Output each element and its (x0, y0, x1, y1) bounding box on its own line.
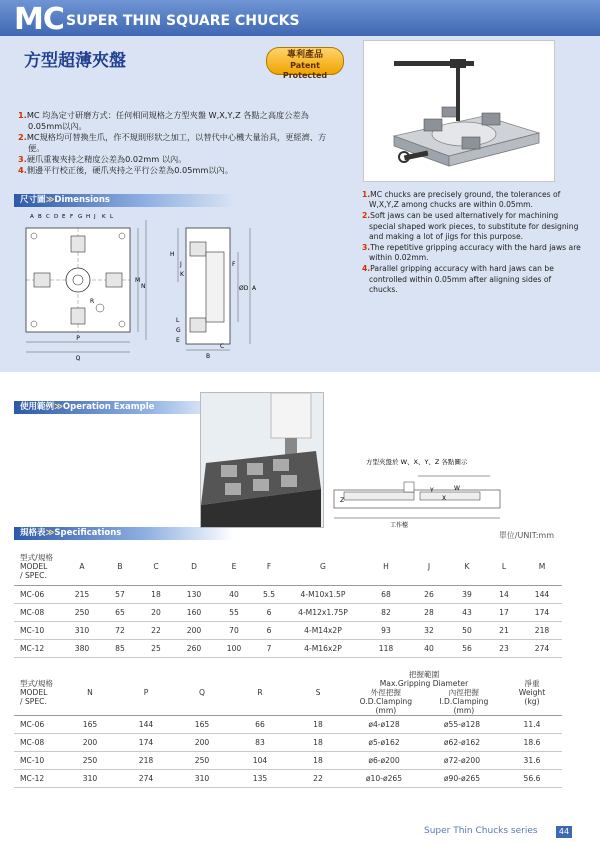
table-cell: 18 (290, 716, 346, 734)
table-row (14, 604, 562, 622)
od-zh: 外徑把握 (370, 688, 402, 697)
side-label-j: J (180, 261, 182, 268)
table-cell: 200 (174, 622, 214, 640)
col-header: F (254, 548, 284, 586)
feature-zh-text: 側邊平行校正後，硬爪夾持之平行公差為0.05mm以內。 (26, 165, 233, 175)
table-cell: ø5-ø162 (346, 734, 422, 752)
id-zh: 內徑把握 (448, 688, 480, 697)
side-label-h: H (170, 251, 175, 258)
dim-label-j: J (94, 214, 96, 220)
table-cell: ø10-ø265 (346, 770, 422, 788)
table-cell: 43 (448, 604, 486, 622)
od-en: O.D.Clamping (359, 697, 413, 706)
table-cell: 31.6 (502, 752, 562, 770)
table-cell: 65 (102, 604, 138, 622)
feature-en-text: MC chucks are precisely ground, the tolerances of W,X,Y,Z among chucks are within 0.05mm. (369, 190, 561, 210)
table-cell: 22 (138, 622, 174, 640)
table-cell: 160 (174, 604, 214, 622)
feature-en-item (362, 264, 582, 295)
table-cell: 174 (118, 734, 174, 752)
top-view-drawing (18, 210, 150, 362)
feature-en-text: Soft jaws can be used alternatively for machining special shaped work pieces, to substitute for designing and making a lot of jigs for this purpose. (369, 211, 579, 241)
table-cell: 100 (214, 640, 254, 658)
table-cell: 55 (214, 604, 254, 622)
col-header: B (102, 548, 138, 586)
dim-label-k: K (102, 214, 106, 220)
unit-label: 單位/UNIT:mm (498, 531, 554, 540)
table-cell: 17 (486, 604, 522, 622)
spec-table-1-header (14, 548, 562, 586)
table-row (14, 586, 562, 604)
side-label-l: L (176, 317, 180, 324)
op-letter-z: Z (340, 497, 345, 504)
section-specifications (14, 527, 234, 540)
table-cell: 4-M12x1.75P (284, 604, 362, 622)
table-cell: 23 (486, 640, 522, 658)
dim-label-n: N (141, 283, 146, 290)
table-cell: 22 (290, 770, 346, 788)
footer-series: Super Thin Chucks series (424, 826, 538, 836)
table-cell: 380 (62, 640, 102, 658)
dim-label-e: E (62, 214, 66, 220)
table-cell: 6 (254, 604, 284, 622)
dim-label-g: G (78, 214, 83, 220)
table-cell: MC-10 (14, 622, 62, 640)
table-cell: MC-08 (14, 734, 62, 752)
table-row (14, 734, 562, 752)
model-header-en: MODEL (20, 562, 48, 571)
table-cell: 260 (174, 640, 214, 658)
table-cell: 144 (118, 716, 174, 734)
col-header: S (290, 670, 346, 716)
side-label-a: A (252, 285, 257, 292)
spec-table-2-header (14, 670, 562, 716)
gripping-header (346, 670, 502, 716)
table-cell: 93 (362, 622, 410, 640)
dim-label-h: H (86, 214, 91, 220)
table-cell: 18.6 (502, 734, 562, 752)
table-cell: 6 (254, 622, 284, 640)
header-bar (0, 0, 600, 36)
section-specs-zh: 規格表 (20, 528, 46, 538)
table-cell: 4-M14x2P (284, 622, 362, 640)
dim-label-r: R (90, 298, 95, 305)
table-cell: 11.4 (502, 716, 562, 734)
table-cell: 218 (522, 622, 562, 640)
feature-en-num: 3. (362, 243, 371, 253)
dim-label-c: C (46, 214, 50, 220)
section-specs-sep: ≫ (45, 528, 55, 538)
table-cell: 18 (138, 586, 174, 604)
table-cell: 83 (230, 734, 290, 752)
id-header (439, 688, 488, 715)
op-letter-w: W (454, 485, 460, 492)
feature-zh-item (18, 165, 338, 176)
grip-zh: 把握範圍 (408, 670, 440, 679)
table-row (14, 716, 562, 734)
table-cell: 72 (102, 622, 138, 640)
table-cell: 32 (410, 622, 448, 640)
table-cell: 57 (102, 586, 138, 604)
table-cell: ø62-ø162 (422, 734, 502, 752)
table-row (14, 622, 562, 640)
feature-zh-item (18, 132, 338, 154)
table-cell: 40 (410, 640, 448, 658)
table-cell: 56.6 (502, 770, 562, 788)
patent-zh: 專利產品 (286, 50, 323, 60)
section-operation-en: Operation Example (62, 402, 155, 412)
side-view-drawing (166, 222, 266, 360)
col-header: D (174, 548, 214, 586)
table-cell: 85 (102, 640, 138, 658)
patent-badge (266, 47, 344, 80)
table-cell: 215 (62, 586, 102, 604)
header-subtitle: SUPER THIN SQUARE CHUCKS (66, 13, 300, 29)
dim-label-f: F (70, 214, 74, 220)
table-cell: 118 (362, 640, 410, 658)
table-cell: 18 (290, 734, 346, 752)
table-cell: 21 (486, 622, 522, 640)
feature-zh-num: 4. (18, 165, 27, 175)
spec-table-1 (14, 548, 562, 658)
table-cell: 310 (62, 622, 102, 640)
table-cell: 5.5 (254, 586, 284, 604)
section-dimensions-en: Dimensions (54, 195, 110, 205)
table-cell: 39 (448, 586, 486, 604)
side-label-b: B (206, 353, 211, 360)
table-cell: MC-06 (14, 586, 62, 604)
col-header: K (448, 548, 486, 586)
table-cell: 4-M16x2P (284, 640, 362, 658)
feature-zh-text: 硬爪重複夾持之精度公差為0.02mm 以內。 (26, 154, 187, 164)
table-cell: 310 (62, 770, 118, 788)
table-cell: 18 (290, 752, 346, 770)
table-cell: 165 (174, 716, 230, 734)
grip-en: Max.Gripping Diameter (379, 679, 469, 688)
model-header (14, 670, 62, 716)
op-letter-x: X (442, 495, 447, 502)
product-photo (363, 40, 555, 182)
dim-label-p: P (76, 335, 80, 342)
dim-label-a: A (30, 214, 34, 220)
feature-en-item (362, 190, 582, 210)
table-cell: 200 (62, 734, 118, 752)
section-dimensions (14, 194, 234, 207)
feature-en-num: 4. (362, 264, 371, 274)
table-cell: 130 (174, 586, 214, 604)
dim-label-d: D (54, 214, 59, 220)
model-header-spec: / SPEC. (20, 571, 47, 580)
spec-table-2 (14, 670, 562, 788)
col-header: N (62, 670, 118, 716)
model-header-en: MODEL (20, 688, 48, 697)
table-cell: 70 (214, 622, 254, 640)
table-cell: 250 (62, 752, 118, 770)
col-header: M (522, 548, 562, 586)
page-title: 方型超薄夾盤 (24, 51, 126, 71)
patent-en: Patent Protected (282, 61, 328, 80)
weight-zh: 淨重 (524, 679, 540, 688)
col-header: Q (174, 670, 230, 716)
dim-label-q: Q (75, 355, 81, 362)
feature-en-item (362, 243, 582, 263)
table-cell: ø4-ø128 (346, 716, 422, 734)
table-cell: MC-12 (14, 640, 62, 658)
table-cell: 4-M10x1.5P (284, 586, 362, 604)
model-header-zh: 型式/規格 (20, 679, 53, 688)
table-cell: 104 (230, 752, 290, 770)
table-cell: ø72-ø200 (422, 752, 502, 770)
features-zh-list (18, 110, 338, 176)
feature-en-num: 1. (362, 190, 371, 199)
table-cell: 14 (486, 586, 522, 604)
table-cell: 250 (62, 604, 102, 622)
table-cell: 56 (448, 640, 486, 658)
section-operation-zh: 使用範例 (20, 402, 55, 412)
page-number: 44 (556, 826, 572, 838)
side-label-e: E (176, 337, 180, 344)
side-label-g: G (176, 327, 181, 334)
feature-zh-num: 1. (18, 110, 27, 120)
table-cell: 135 (230, 770, 290, 788)
col-header: P (118, 670, 174, 716)
table-cell: MC-08 (14, 604, 62, 622)
table-cell: ø55-ø128 (422, 716, 502, 734)
col-header: J (410, 548, 448, 586)
feature-zh-text: MC 均為定寸研磨方式：任何相同規格之方型夾盤 W,X,Y,Z 各點之高度公差為0.05mm以內。 (26, 110, 309, 131)
table-cell: 82 (362, 604, 410, 622)
table-cell: 7 (254, 640, 284, 658)
dim-label-l: L (110, 214, 114, 220)
table-cell: 250 (174, 752, 230, 770)
header-mc: MC (14, 2, 64, 37)
col-header: A (62, 548, 102, 586)
table-cell: 20 (138, 604, 174, 622)
weight-header (502, 670, 562, 716)
table-cell: 274 (522, 640, 562, 658)
table-cell: 174 (522, 604, 562, 622)
table-cell: 26 (410, 586, 448, 604)
table-cell: 200 (174, 734, 230, 752)
op-table-label: 工作檯 (390, 522, 409, 529)
table-cell: 50 (448, 622, 486, 640)
section-dimensions-sep: ≫ (45, 195, 55, 205)
feature-en-text: Parallel gripping accuracy with hard jaws can be controlled within 0.05mm after aligning sides of chucks. (369, 264, 554, 294)
model-header (14, 548, 62, 586)
operation-photo (200, 392, 324, 528)
side-label-f: F (232, 261, 236, 268)
table-cell: MC-06 (14, 716, 62, 734)
side-label-od: ØD (239, 285, 249, 292)
table-cell: ø90-ø265 (422, 770, 502, 788)
table-cell: 40 (214, 586, 254, 604)
table-cell: MC-12 (14, 770, 62, 788)
op-diagram-caption: 方型夾盤於 W、X、Y、Z 各點圖示 (366, 458, 468, 466)
dim-label-m: M (135, 277, 141, 284)
section-specs-en: Specifications (54, 528, 122, 538)
dim-label-b: B (38, 214, 42, 220)
table-row (14, 770, 562, 788)
side-label-c: C (220, 343, 225, 350)
table-cell: ø6-ø200 (346, 752, 422, 770)
top-view-letters (18, 210, 150, 230)
weight-en: Weight (518, 688, 546, 697)
op-letter-y: Y (430, 487, 434, 494)
od-header (360, 688, 412, 715)
machine-illustration (201, 393, 323, 527)
table-cell: 310 (174, 770, 230, 788)
feature-zh-item (18, 110, 338, 132)
feature-en-num: 2. (362, 211, 371, 221)
col-header: R (230, 670, 290, 716)
col-header: G (284, 548, 362, 586)
wxyz-diagram (330, 454, 508, 530)
features-en-list (362, 190, 582, 296)
weight-unit: (kg) (524, 697, 540, 706)
table-cell: 28 (410, 604, 448, 622)
feature-en-item (362, 211, 582, 242)
table-cell: 144 (522, 586, 562, 604)
section-dimensions-zh: 尺寸圖 (20, 195, 46, 205)
table-cell: 68 (362, 586, 410, 604)
table-cell: 218 (118, 752, 174, 770)
table-row (14, 640, 562, 658)
table-cell: MC-10 (14, 752, 62, 770)
id-unit: (mm) (453, 706, 475, 715)
feature-zh-item (18, 154, 338, 165)
feature-zh-num: 2. (18, 132, 27, 142)
table-cell: 25 (138, 640, 174, 658)
col-header: L (486, 548, 522, 586)
model-header-zh: 型式/規格 (20, 553, 53, 562)
model-header-spec: / SPEC. (20, 697, 47, 706)
id-en: I.D.Clamping (439, 697, 489, 706)
table-row (14, 752, 562, 770)
col-header: H (362, 548, 410, 586)
section-operation-sep: ≫ (54, 402, 63, 412)
feature-en-text: The repetitive gripping accuracy with the hard jaws are within 0.02mm. (369, 243, 581, 263)
table-cell: 274 (118, 770, 174, 788)
chuck-illustration (364, 41, 554, 181)
side-label-k: K (180, 271, 184, 278)
table-cell: 165 (62, 716, 118, 734)
feature-zh-num: 3. (18, 154, 27, 164)
col-header: C (138, 548, 174, 586)
od-unit: (mm) (375, 706, 397, 715)
col-header: E (214, 548, 254, 586)
table-cell: 66 (230, 716, 290, 734)
feature-zh-text: MC規格均可替換生爪，作不規則形狀之加工，以替代中心機大量治具，更經濟、方便。 (26, 132, 327, 153)
